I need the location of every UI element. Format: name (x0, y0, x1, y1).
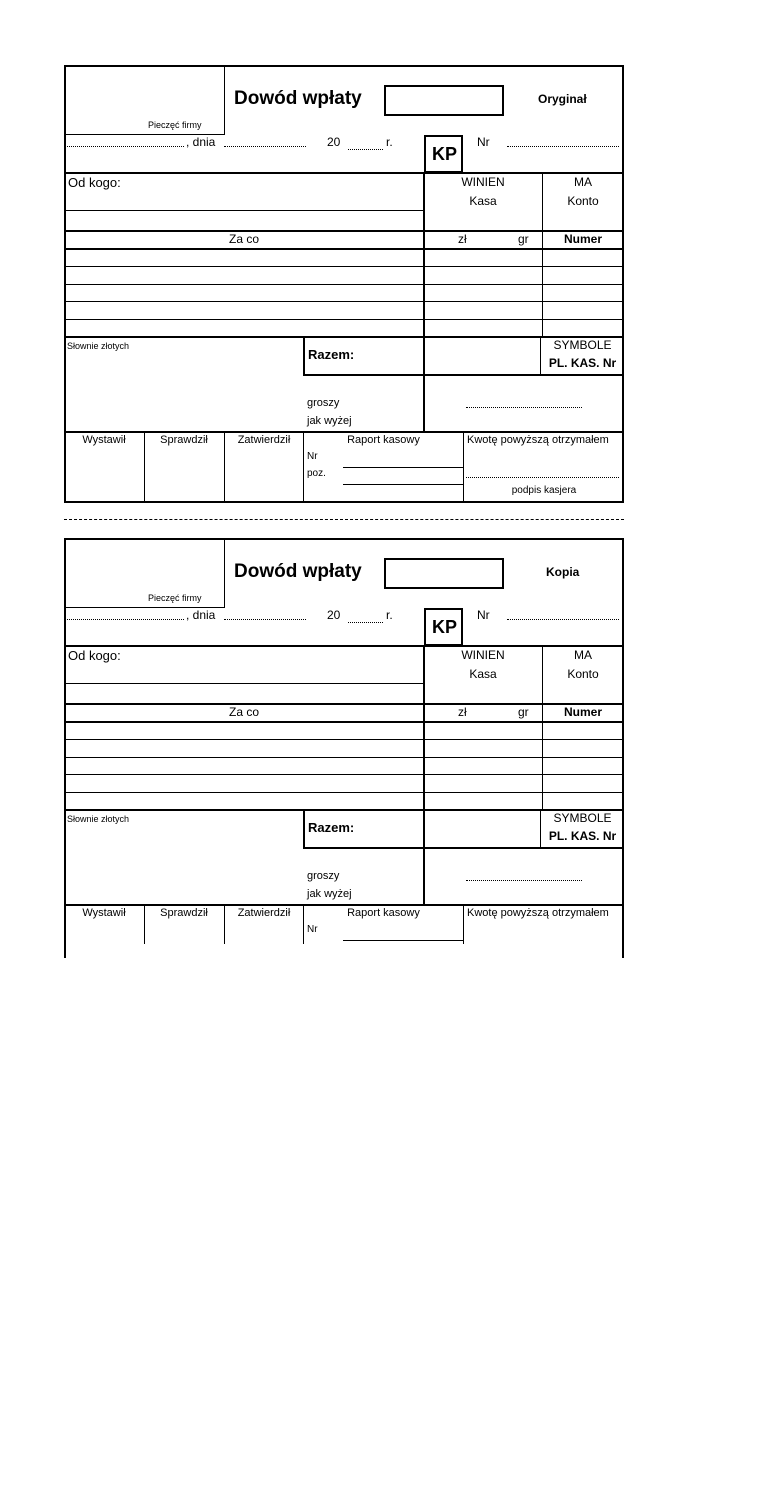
year-field[interactable] (348, 149, 383, 150)
divider (303, 336, 305, 376)
divider (303, 374, 624, 376)
numer-header: Numer (563, 705, 602, 719)
table-row[interactable] (64, 266, 624, 267)
table-row[interactable] (64, 792, 624, 793)
sprawdzil-label: Sprawdził (160, 907, 208, 919)
jak-wyzej-label: jak wyżej (307, 888, 352, 900)
symbole-label: SYMBOLE (553, 811, 612, 825)
stamp-label: Pieczęć firmy (148, 593, 202, 603)
date-r-label: r. (386, 608, 393, 622)
divider (64, 904, 624, 906)
ma-label: MA (574, 175, 592, 189)
form-title: Dowód wpłaty (234, 561, 362, 582)
zl-header: zł (458, 232, 467, 246)
date-field[interactable] (224, 146, 306, 147)
date-year-label: 20 (327, 608, 341, 622)
winien-label: WINIEN (461, 175, 505, 189)
sprawdzil-label: Sprawdził (160, 434, 208, 446)
divider (423, 809, 425, 905)
raport-nr-field[interactable] (343, 467, 463, 468)
form-copy (0, 473, 768, 1497)
kasa-label: Kasa (469, 194, 497, 208)
divider (463, 904, 464, 944)
groszy-label: groszy (307, 397, 340, 409)
raport-nr-field[interactable] (343, 940, 463, 941)
za-co-header: Za co (228, 232, 259, 246)
copy-label: Kopia (546, 565, 580, 579)
raport-nr-label: Nr (307, 924, 318, 935)
kp-label: KP (432, 617, 458, 637)
date-field[interactable] (224, 619, 306, 620)
za-co-header: Za co (228, 705, 259, 719)
kp-label: KP (432, 144, 458, 164)
place-field[interactable] (67, 146, 184, 147)
nr-field[interactable] (507, 146, 619, 147)
date-r-label: r. (386, 135, 393, 149)
divider (64, 172, 624, 174)
pl-kas-label: PL. KAS. Nr (548, 829, 617, 843)
zl-header: zł (458, 705, 467, 719)
ma-label: MA (574, 648, 592, 662)
slownie-label: Słownie złotych (67, 341, 130, 351)
od-kogo-label: Od kogo: (68, 175, 121, 190)
date-dnia-label: , dnia (186, 135, 216, 149)
divider (303, 847, 624, 849)
table-row[interactable] (64, 284, 624, 285)
form-title: Dowód wpłaty (234, 88, 362, 109)
gr-header: gr (518, 232, 529, 246)
raport-poz-label: poz. (307, 468, 326, 479)
divider (64, 721, 624, 723)
divider (64, 703, 624, 705)
divider (64, 248, 624, 250)
raport-nr-label: Nr (307, 451, 318, 462)
document-number-field[interactable] (384, 85, 504, 116)
razem-label: Razem: (308, 347, 355, 362)
symbole-label: SYMBOLE (553, 338, 612, 352)
table-row[interactable] (64, 319, 624, 320)
divider (303, 809, 305, 849)
kasa-label: Kasa (469, 667, 497, 681)
od-kogo-line[interactable] (64, 210, 424, 211)
place-field[interactable] (67, 619, 184, 620)
raport-kasowy-label: Raport kasowy (347, 907, 420, 919)
wystawil-label: Wystawił (82, 907, 126, 919)
jak-wyzej-label: jak wyżej (307, 415, 352, 427)
podpis-kasjera-label: podpis kasjera (511, 485, 577, 496)
divider (64, 230, 624, 232)
slownie-label: Słownie złotych (67, 814, 130, 824)
nr-field[interactable] (507, 619, 619, 620)
table-row[interactable] (64, 774, 624, 775)
zatwierdzil-label: Zatwierdził (237, 434, 291, 446)
kwote-label: Kwotę powyższą otrzymałem (467, 907, 609, 919)
numer-header: Numer (563, 232, 602, 246)
date-dnia-label: , dnia (186, 608, 216, 622)
divider (423, 336, 425, 432)
pl-kas-number-field[interactable] (466, 880, 582, 881)
groszy-label: groszy (307, 870, 340, 882)
od-kogo-line[interactable] (64, 683, 424, 684)
copy-label: Oryginał (538, 92, 587, 106)
document-number-field[interactable] (384, 558, 504, 589)
gr-header: gr (518, 705, 529, 719)
od-kogo-label: Od kogo: (68, 648, 121, 663)
pl-kas-number-field[interactable] (466, 407, 582, 408)
kwote-label: Kwotę powyższą otrzymałem (467, 434, 609, 446)
wystawil-label: Wystawił (82, 434, 126, 446)
konto-label: Konto (567, 194, 599, 208)
razem-label: Razem: (308, 820, 355, 835)
table-row[interactable] (64, 739, 624, 740)
nr-label: Nr (477, 135, 490, 149)
year-field[interactable] (348, 622, 383, 623)
date-year-label: 20 (327, 135, 341, 149)
zatwierdzil-label: Zatwierdził (237, 907, 291, 919)
table-row[interactable] (64, 301, 624, 302)
winien-label: WINIEN (461, 648, 505, 662)
table-row[interactable] (64, 757, 624, 758)
stamp-label: Pieczęć firmy (148, 120, 202, 130)
divider (64, 645, 624, 647)
nr-label: Nr (477, 608, 490, 622)
divider (64, 431, 624, 433)
raport-kasowy-label: Raport kasowy (347, 434, 420, 446)
konto-label: Konto (567, 667, 599, 681)
pl-kas-label: PL. KAS. Nr (548, 356, 617, 370)
